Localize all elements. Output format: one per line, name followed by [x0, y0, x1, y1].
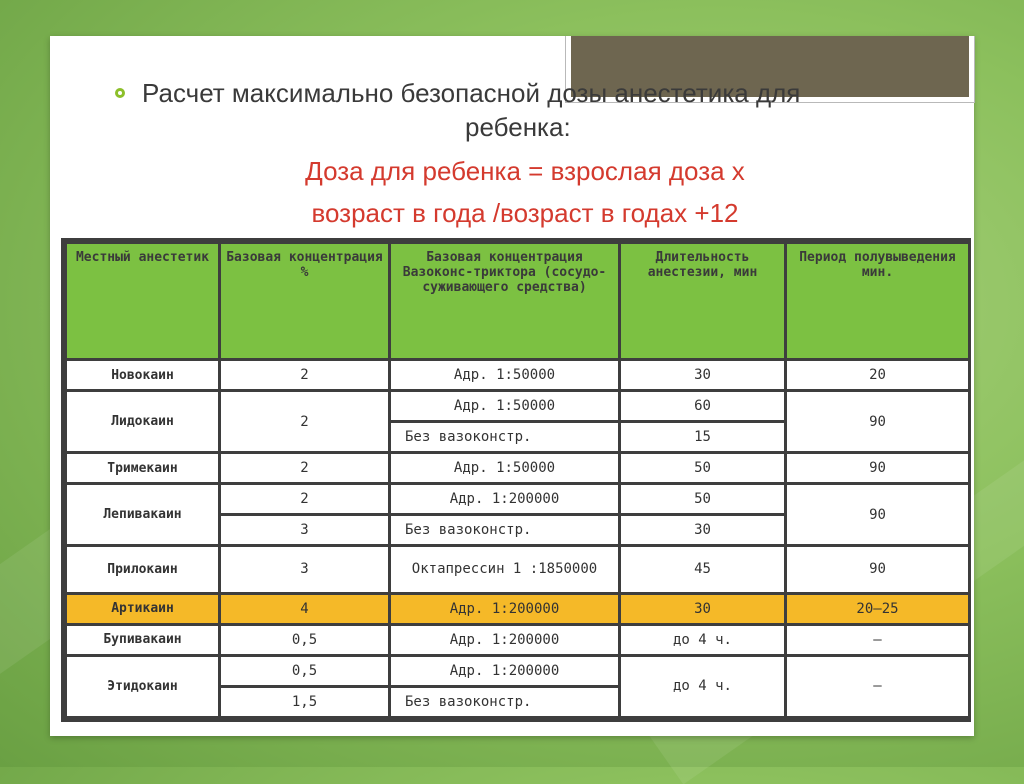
- bullet-icon: [115, 88, 125, 98]
- cell-conc: 3: [220, 546, 390, 594]
- header-concentration: Базовая концентрация %: [220, 243, 390, 360]
- formula-line-1: Доза для ребенка = взрослая доза х: [305, 156, 745, 186]
- cell-vaso: Адр. 1:200000: [390, 655, 620, 686]
- cell-duration: 30: [620, 515, 786, 546]
- heading-line-1: Расчет максимально безопасной дозы анестетика для: [142, 78, 801, 108]
- cell-half-life: 90: [786, 484, 970, 546]
- table-row-highlighted: [66, 593, 970, 624]
- cell-vaso: Адр. 1:200000: [390, 624, 620, 655]
- anesthetics-table-frame: [61, 238, 971, 722]
- cell-duration: 50: [620, 453, 786, 484]
- cell-duration: 30: [620, 593, 786, 624]
- cell-name: Лепивакаин: [66, 484, 220, 546]
- cell-duration: 60: [620, 391, 786, 422]
- header-vasoconstrictor: Базовая концентрация Вазоконс-триктора (сосудо-суживающего средства): [390, 243, 620, 360]
- cell-vaso: Октапрессин 1 :1850000: [390, 546, 620, 594]
- table-row: [66, 360, 970, 391]
- cell-name: Тримекаин: [66, 453, 220, 484]
- slide-heading: [142, 76, 972, 144]
- cell-duration: 45: [620, 546, 786, 594]
- slide: [50, 36, 974, 736]
- header-anesthetic: Местный анестетик: [66, 243, 220, 360]
- cell-half-life: –: [786, 655, 970, 717]
- cell-vaso: Адр. 1:50000: [390, 391, 620, 422]
- cell-half-life: 20: [786, 360, 970, 391]
- cell-conc: 3: [220, 515, 390, 546]
- table-row: [66, 484, 970, 515]
- cell-duration: 30: [620, 360, 786, 391]
- formula-line-2: возраст в года /возраст в годах +12: [311, 198, 739, 228]
- cell-half-life: 90: [786, 453, 970, 484]
- cell-half-life: 90: [786, 546, 970, 594]
- cell-name: Этидокаин: [66, 655, 220, 717]
- cell-vaso: Адр. 1:50000: [390, 360, 620, 391]
- table-row: [66, 624, 970, 655]
- cell-vaso: Без вазоконстр.: [390, 422, 620, 453]
- cell-conc: 2: [220, 453, 390, 484]
- cell-name: Бупивакаин: [66, 624, 220, 655]
- cell-name: Новокаин: [66, 360, 220, 391]
- cell-conc: 2: [220, 391, 390, 453]
- cell-duration: до 4 ч.: [620, 624, 786, 655]
- cell-duration: 50: [620, 484, 786, 515]
- cell-conc: 1,5: [220, 686, 390, 717]
- cell-conc: 0,5: [220, 655, 390, 686]
- table-row: [66, 391, 970, 422]
- cell-half-life: –: [786, 624, 970, 655]
- header-duration: Длительность анестезии, мин: [620, 243, 786, 360]
- dose-formula: [245, 150, 805, 234]
- heading-line-2: ребенка:: [465, 112, 571, 142]
- cell-conc: 0,5: [220, 624, 390, 655]
- cell-vaso: Адр. 1:200000: [390, 593, 620, 624]
- table-row: [66, 655, 970, 686]
- cell-name: Лидокаин: [66, 391, 220, 453]
- cell-conc: 2: [220, 484, 390, 515]
- cell-vaso: Без вазоконстр.: [390, 686, 620, 717]
- cell-duration: 15: [620, 422, 786, 453]
- table-row: [66, 546, 970, 594]
- cell-vaso: Без вазоконстр.: [390, 515, 620, 546]
- cell-name: Прилокаин: [66, 546, 220, 594]
- cell-conc: 2: [220, 360, 390, 391]
- cell-vaso: Адр. 1:50000: [390, 453, 620, 484]
- cell-name: Артикаин: [66, 593, 220, 624]
- table-row: [66, 453, 970, 484]
- anesthetics-table: [64, 241, 971, 719]
- cell-half-life: 20–25: [786, 593, 970, 624]
- header-half-life: Период полувыведения мин.: [786, 243, 970, 360]
- table-header-row: [66, 243, 970, 360]
- cell-conc: 4: [220, 593, 390, 624]
- cell-half-life: 90: [786, 391, 970, 453]
- cell-vaso: Адр. 1:200000: [390, 484, 620, 515]
- cell-duration: до 4 ч.: [620, 655, 786, 717]
